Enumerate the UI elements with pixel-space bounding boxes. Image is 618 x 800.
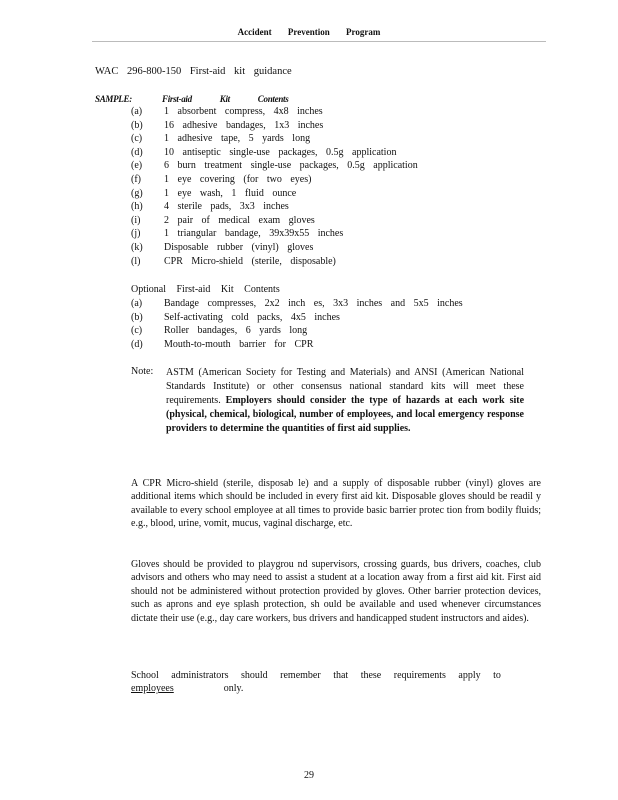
item-text: Disposable rubber (vinyl) gloves [164, 241, 314, 253]
item-text: 1 adhesive tape, 5 yards long [164, 133, 311, 145]
item-letter: (b) [131, 119, 143, 131]
item-letter: (a) [131, 106, 143, 117]
item-text: 10 antiseptic single-use packages, 0.5g application [164, 146, 397, 158]
underlined-term: employees [131, 683, 174, 695]
item-letter: (d) [131, 338, 143, 350]
kit-contents-title: First-aid Kit Contents [162, 94, 289, 104]
item-text: CPR Micro-shield (sterile, disposable) [164, 255, 336, 267]
list-item [131, 227, 418, 241]
item-text: 16 adhesive bandages, 1x3 inches [164, 119, 324, 131]
optional-kit-title: Optional First-aid Kit Contents [131, 284, 280, 295]
list-item [131, 214, 418, 228]
item-text: 1 eye covering (for two eyes) [164, 173, 312, 185]
item-letter: (e) [131, 160, 143, 172]
note-bold-text: Employers should consider the type of hazards at each work site (physical, chemical, biological, number of employees, and local emergency response providers to determine the quantities of first aid supplies. [166, 395, 525, 434]
note-text: ASTM (American Society for Testing and Materials) and ANSI (American National Standards Institute) or other consensus national standard kits will meet these requirements. [166, 367, 524, 406]
note-body [166, 366, 524, 436]
item-letter: (g) [131, 187, 143, 199]
item-text: 1 eye wash, 1 fluid ounce [164, 187, 297, 199]
list-item [131, 187, 418, 201]
sample-label: SAMPLE: [95, 94, 132, 104]
item-letter: (k) [131, 241, 143, 253]
list-item [131, 297, 463, 311]
item-text: Self-activating cold packs, 4x5 inches [164, 311, 340, 323]
list-item [131, 324, 463, 338]
page-header: Accident Prevention Program [237, 27, 381, 37]
item-text: 2 pair of medical exam gloves [164, 214, 315, 226]
list-item [131, 159, 418, 173]
list-item [131, 105, 418, 119]
item-text: Mouth-to-mouth barrier for CPR [164, 338, 314, 350]
item-text: 6 burn treatment single-use packages, 0.5g application [164, 160, 418, 172]
list-item [131, 338, 463, 352]
paragraph-text-end: only. [211, 683, 244, 695]
paragraph-administrators [131, 669, 531, 696]
list-item [131, 119, 418, 133]
item-letter: (l) [131, 255, 141, 267]
list-item [131, 173, 418, 187]
list-item [131, 200, 418, 214]
item-text: Bandage compresses, 2x2 inch es, 3x3 inches and 5x5 inches [164, 298, 463, 309]
paragraph-gloves-provided: Gloves should be provided to playgrou nd supervisors, crossing guards, bus drivers, coaches, club advisors and others who may need to assist a student at a location away from a first aid kit. First aid should not be administered without protection provided by gloves. Other barrier protection devices, such as aprons and eye splash protection, sh ould be available and used whenever circumstances dictate their use (e.g., day care workers, bus drivers and handicapped student instructors and aides). [131, 559, 541, 624]
item-letter: (h) [131, 201, 143, 213]
item-letter: (f) [131, 173, 141, 185]
list-item [131, 311, 463, 325]
item-text: 4 sterile pads, 3x3 inches [164, 201, 289, 213]
item-letter: (i) [131, 214, 141, 226]
kit-contents-list [131, 105, 418, 268]
paragraph-cpr-gloves: A CPR Micro-shield (sterile, disposab le) and a supply of disposable rubber (vinyl) gloves are additional items which should be included in every first aid kit. Disposable gloves should be readil y available to every school employee at all times to provide basic barrier protec tion from bodily fluids; e.g., blood, urine, vomit, mucus, vaginal discharge, etc. [131, 478, 541, 530]
item-letter: (d) [131, 146, 143, 158]
list-item [131, 146, 418, 160]
item-letter: (a) [131, 298, 143, 309]
item-text: 1 triangular bandage, 39x39x55 inches [164, 228, 344, 240]
header-divider [92, 41, 546, 42]
item-letter: (j) [131, 228, 141, 240]
page-number: 29 [304, 770, 314, 781]
list-item [131, 241, 418, 255]
item-letter: (c) [131, 133, 143, 145]
item-text: Roller bandages, 6 yards long [164, 325, 308, 337]
wac-reference: WAC 296-800-150 First-aid kit guidance [95, 66, 292, 77]
item-letter: (b) [131, 311, 143, 323]
note-label: Note: [131, 366, 154, 377]
paragraph-text: School administrators should remember that these requirements apply to [131, 670, 501, 681]
item-letter: (c) [131, 325, 143, 337]
item-text: 1 absorbent compress, 4x8 inches [164, 106, 323, 117]
list-item [131, 255, 418, 269]
list-item [131, 132, 418, 146]
optional-kit-list [131, 297, 463, 351]
